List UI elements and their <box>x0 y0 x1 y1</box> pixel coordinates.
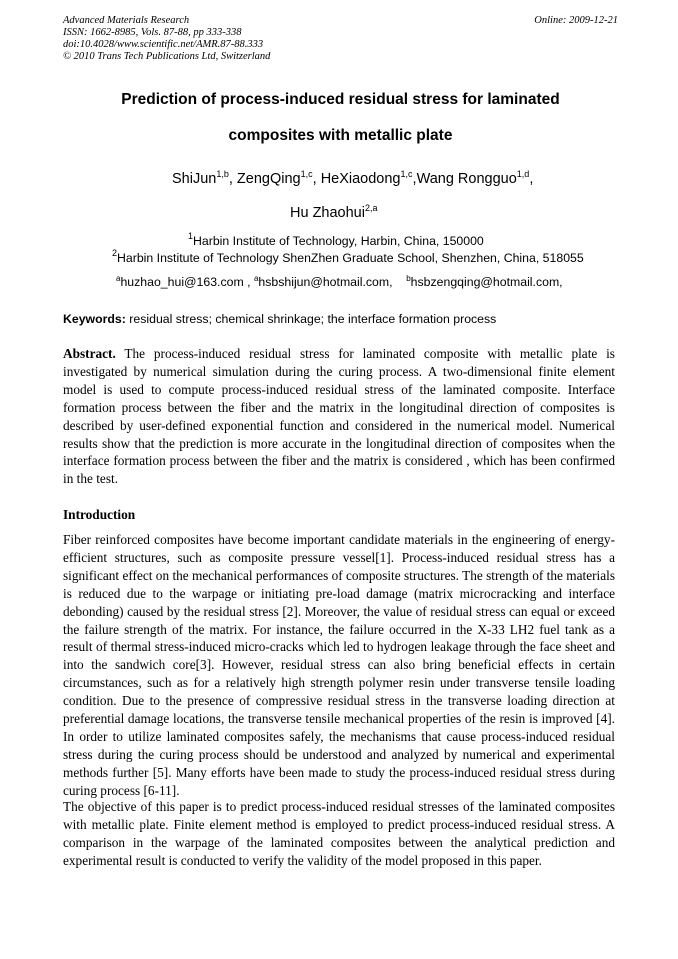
abstract-text: The process-induced residual stress for laminated composite with metallic plate is investigated by numerical simulation during the curing process. A two-dimensional finite element model is used to compute process-induced residual stress of the laminated composite. Interface formation process between the fiber and the matrix in the longitudinal direction of composites is described by user-defined exponential function and considered in the numerical model. Numerical results show that the prediction is more accurate in the longitudinal direction of composites when the interface formation process between the fiber and the matrix is considered , which has been confirmed in the test. <box>63 346 615 487</box>
affiliation-1 <box>188 231 484 248</box>
affiliation-sup: 2 <box>112 248 118 258</box>
author-separator: , <box>228 171 237 187</box>
paper-title-line-1: Prediction of process-induced residual stress for laminated <box>121 91 560 108</box>
author-sup: 1,c <box>300 169 313 179</box>
introduction-paragraph-2: The objective of this paper is to predict process-induced residual stresses of the laminated composites with metallic plate. Finite element method is employed to predict process-induced residual stress. A comparison in the warpage of the laminated composites between the analytical prediction and experimental result is conducted to verify the validity of the model proposed in this paper. <box>63 799 615 868</box>
author-sup: 1,c <box>400 169 413 179</box>
author-sup: 1,b <box>216 169 229 179</box>
affiliation-sup: 1 <box>188 231 194 241</box>
keywords-text: residual stress; chemical shrinkage; the interface formation process <box>125 312 497 326</box>
introduction-paragraph-1: Fiber reinforced composites have become important candidate materials in the engineering of energy-efficient structures, such as composite pressure vessel[1]. Process-induced residual stress has a significant effect on the mechanical performances of composite structures. The strength of the materials is reduced due to the warpage or initiating pre-load damage (matrix microcracking and interface debonding) caused by the residual stress [2]. Moreover, the value of residual stress can equal or exceed the failure strength of the matrix. For instance, the failure occurred in the X-33 LH2 fuel tank as a result of thermal stress-induced micro-cracks which led to hydrogen leakage through the face sheet and into the sandwich core[3]. However, residual stress can also bring beneficial effects in certain circumstances, such as for a relatively high strength polymer resin under transverse tensile loading condition. Due to the presence of compressive residual stress in the transverse loading direction at preferential damage locations, the transverse tensile mechanical properties of the resin is improved [4]. In order to utilize laminated composites safely, the mechanisms that cause process-induced residual stress during the curing process should be understood and analyzed by numerical and experimental methods further [5]. Many efforts have been made to study the process-induced residual stress during curing process [6-11]. <box>63 532 615 798</box>
email-list <box>116 275 563 289</box>
paper-title-line-2: composites with metallic plate <box>228 127 453 144</box>
email-sup: b <box>406 274 411 283</box>
author-name: ZengQing <box>236 171 301 187</box>
introduction-heading: Introduction <box>63 507 136 522</box>
author-sup: 2,a <box>364 203 378 213</box>
author-list-line-1 <box>172 171 533 187</box>
author-list-line-2 <box>290 205 377 221</box>
copyright-line: © 2010 Trans Tech Publications Ltd, Switzerland <box>63 51 271 62</box>
journal-name: Advanced Materials Research <box>63 15 190 26</box>
email-sup: a <box>116 274 121 283</box>
author-name: HeXiaodong <box>320 171 401 187</box>
keywords-label: Keywords: <box>63 312 126 326</box>
author-separator: , <box>412 171 417 187</box>
email-address: hsbzengqing@hotmail.com, <box>410 275 563 289</box>
author-separator: , <box>312 171 321 187</box>
journal-header <box>63 15 618 63</box>
author-separator: , <box>529 171 534 187</box>
email-sup: a <box>253 274 259 283</box>
online-date: Online: 2009-12-21 <box>534 15 618 26</box>
abstract-paragraph <box>63 345 615 488</box>
issn-line: ISSN: 1662-8985, Vols. 87-88, pp 333-338 <box>63 27 242 38</box>
author-sup: 1,d <box>516 169 530 179</box>
affiliation-text: Harbin Institute of Technology ShenZhen Graduate School, Shenzhen, China, 518055 <box>117 251 584 265</box>
author-name: ShiJun <box>172 171 217 187</box>
doi-line: doi:10.4028/www.scientific.net/AMR.87-88.333 <box>63 39 264 50</box>
affiliation-2 <box>112 248 584 265</box>
abstract-label: Abstract. <box>63 346 116 361</box>
keywords-line <box>63 312 496 326</box>
affiliation-text: Harbin Institute of Technology, Harbin, China, 150000 <box>193 234 484 248</box>
email-address: huzhao_hui@163.com , <box>120 275 254 289</box>
author-name: Hu Zhaohui <box>290 205 365 221</box>
author-name: Wang Rongguo <box>416 171 517 187</box>
email-address: hsbshijun@hotmail.com, <box>258 275 407 289</box>
